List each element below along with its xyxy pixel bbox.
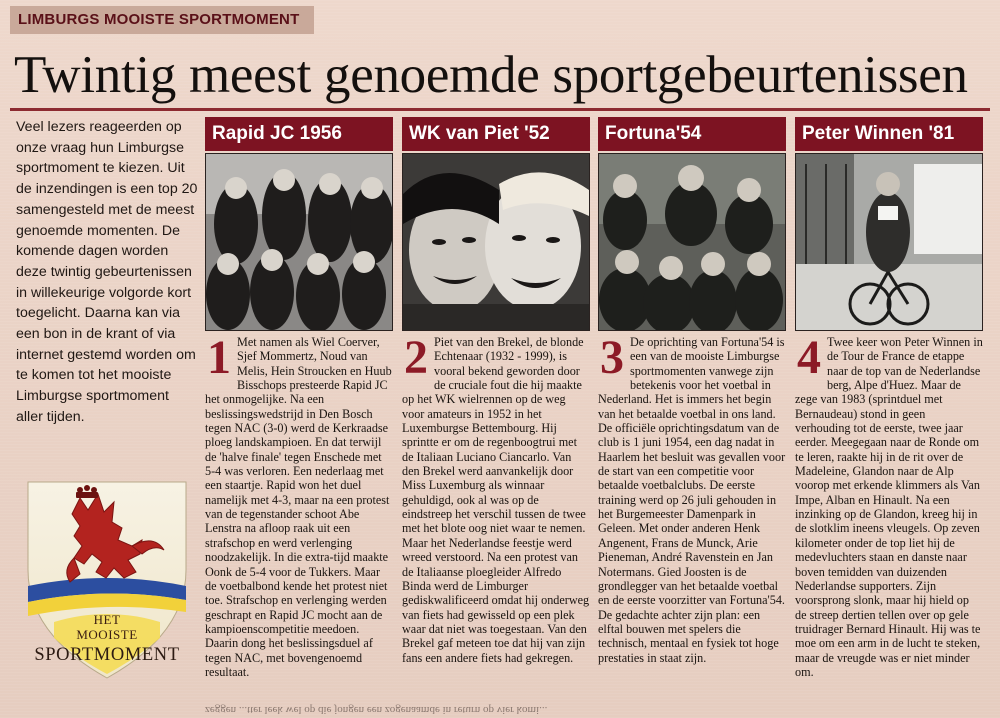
rank-number: 3 xyxy=(600,331,624,384)
team-photo xyxy=(205,153,393,331)
rank-number: 1 xyxy=(207,331,231,384)
cyclist-photo-icon xyxy=(796,154,982,330)
column-heading: WK van Piet '52 xyxy=(402,117,590,151)
intro-text xyxy=(16,117,198,428)
rank-number: 2 xyxy=(404,331,428,384)
couple-photo xyxy=(402,153,590,331)
section-kicker: LIMBURGS MOOISTE SPORTMOMENT xyxy=(10,6,314,34)
column-text: De oprichting van Fortuna'54 is een van de mooiste Limburgse sportmomenten vanwege zijn betekenis voor het voetbal in Nederland. Het is immers het begin van het betaalde voetbal in ons land. De officiële oprichtingsdatum van de club is 1 juni 1954, een dag nadat in Haarlem het besluit was gevallen voor de start van een competitie voor betaalde voetbalclubs. De eerste training werd op 26 juli gehouden in het Burgemeester Damenpark in Geleen. Met onder anderen Henk Angenent, Frans de Munck, Arie Pieneman, André Ravenstein en Jan Notermans. Gied Joosten is de grondlegger van het betaalde voetbal en de eerste voorzitter van Fortuna'54. De gedachte achter zijn plan: een elftal bouwen met spelers die technisch, mentaal en fysiek tot hoge prestaties in staat zijn. xyxy=(598,335,786,665)
column-body xyxy=(402,331,590,665)
logo-text-het: HET xyxy=(93,612,121,627)
headline-divider xyxy=(10,108,990,111)
column-text: Piet van den Brekel, de blonde Echtenaar (1932 - 1999), is vooral bekend geworden door de cruciale fout die hij maakte op het WK wielrennen op de weg voor amateurs in 1952 in het Luxemburgse Bettembourg. Hij sprintte er om de regenboogtrui met de Italiaan Luciano Ciancarlo. Van den Brekel werd aanvankelijk door Miss Luxemburg als winnaar gehuldigd, ook al was op de eindstreep het verschil tussen de twee met het blote oog niet waar te nemen. Maar het Nederlandse feestje werd wreed verstoord. Na een protest van de Italiaanse ploegleider Alfredo Binda werd de Limburger gediskwalificeerd omdat hij onderweg van fiets had gewisseld op een plek waar dat niet was toegestaan. Van den Brekel gaf meteen toe dat hij van zijn fans een andere fiets had gekregen. xyxy=(402,335,590,665)
article-column-4 xyxy=(795,117,983,691)
article-column-1 xyxy=(205,117,393,691)
column-body xyxy=(598,331,786,665)
intro-paragraph: Veel lezers reageerden op onze vraag hun Limburgse sportmoment te kiezen. Uit de inzendingen is een top 20 samengesteld met de meest genoemde momenten. De komende dagen worden deze twintig gebeurtenissen in willekeurige volgorde kort toegelicht. Daarna kan via een bon in de krant of via internet gestemd worden om te komen tot het mooiste Limburgse sportmoment aller tijden. xyxy=(16,119,198,425)
column-body xyxy=(795,331,983,679)
smiling-faces-photo-icon xyxy=(403,154,589,330)
sportmoment-logo xyxy=(14,474,200,682)
column-heading: Fortuna'54 xyxy=(598,117,786,151)
headline: Twintig meest genoemde sportgebeurtenissen xyxy=(14,46,968,104)
rank-number: 4 xyxy=(797,331,821,384)
logo-text-sportmoment: SPORTMOMENT xyxy=(34,645,180,665)
column-text: Twee keer won Peter Winnen in de Tour de France de etappe naar de top van de Nederlandse berg, Alpe d'Huez. Maar de zege van 1983 (sprintduel met Bernaudeau) stond in geen verhouding tot de eerste, twee jaar eerder. Meegegaan naar de Ronde om te leren, raakte hij in de rit over de Madeleine, Glandon naar de Alp voorop met erkende klimmers als Van Impe, Alban en Hinault. Na een inzinking op de Glandon, kreeg hij in de slotklim ineens vleugels. Op zeven kilometer onder de top liet hij de medevluchters staan en danste naar boven temidden van duizenden Nederlandse supporters. Zijn voorsprong slonk, maar hij hield op de streep dertien tellen over op gele truidrager Bernard Hinault. Hij was te moe om een arm in de lucht te steken, maar de vreugde was er niet minder om. xyxy=(795,335,983,679)
group-photo-icon xyxy=(599,154,785,330)
article-column-2 xyxy=(402,117,590,691)
column-body xyxy=(205,331,393,679)
logo-text-mooiste: MOOISTE xyxy=(76,627,138,642)
column-heading: Rapid JC 1956 xyxy=(205,117,393,151)
bleed-through-text: zeggen ...tter leek wel op die jongen een zogenaamde in return op vier komi... xyxy=(205,704,548,716)
club-founders-photo xyxy=(598,153,786,331)
article-column-3 xyxy=(598,117,786,691)
cyclist-photo xyxy=(795,153,983,331)
column-heading: Peter Winnen '81 xyxy=(795,117,983,151)
column-text: Met namen als Wiel Coerver, Sjef Mommertz, Noud van Melis, Hein Stroucken en Huub Bisschops presteerde Rapid JC het onmogelijke. Na een beslissingswedstrijd in Den Bosch tegen NAC (3-0) werd de Kerkraadse ploeg landskampioen. En dat terwijl de 'halve finale' tegen Enschede met 5-4 was verloren. Een nederlaag met een staartje. Rapid won het duel namelijk met 4-3, maar na een protest van de tegenstander schoot Abe Lenstra na afloop raak uit een strafschop en werd verlenging noodzakelijk. In die extra-tijd maakte Oonk de 5-4 voor de Tukkers. Maar de voetbalbond kende het protest niet toe. Strafschop en verlenging werden geschrapt en Rapid JC mocht aan de kampioenscompetitie meedoen. Daarin dong het beslissingsduel af tegen NAC, met bovengenoemd resultaat. xyxy=(205,335,392,679)
football-team-photo-icon xyxy=(206,154,392,330)
